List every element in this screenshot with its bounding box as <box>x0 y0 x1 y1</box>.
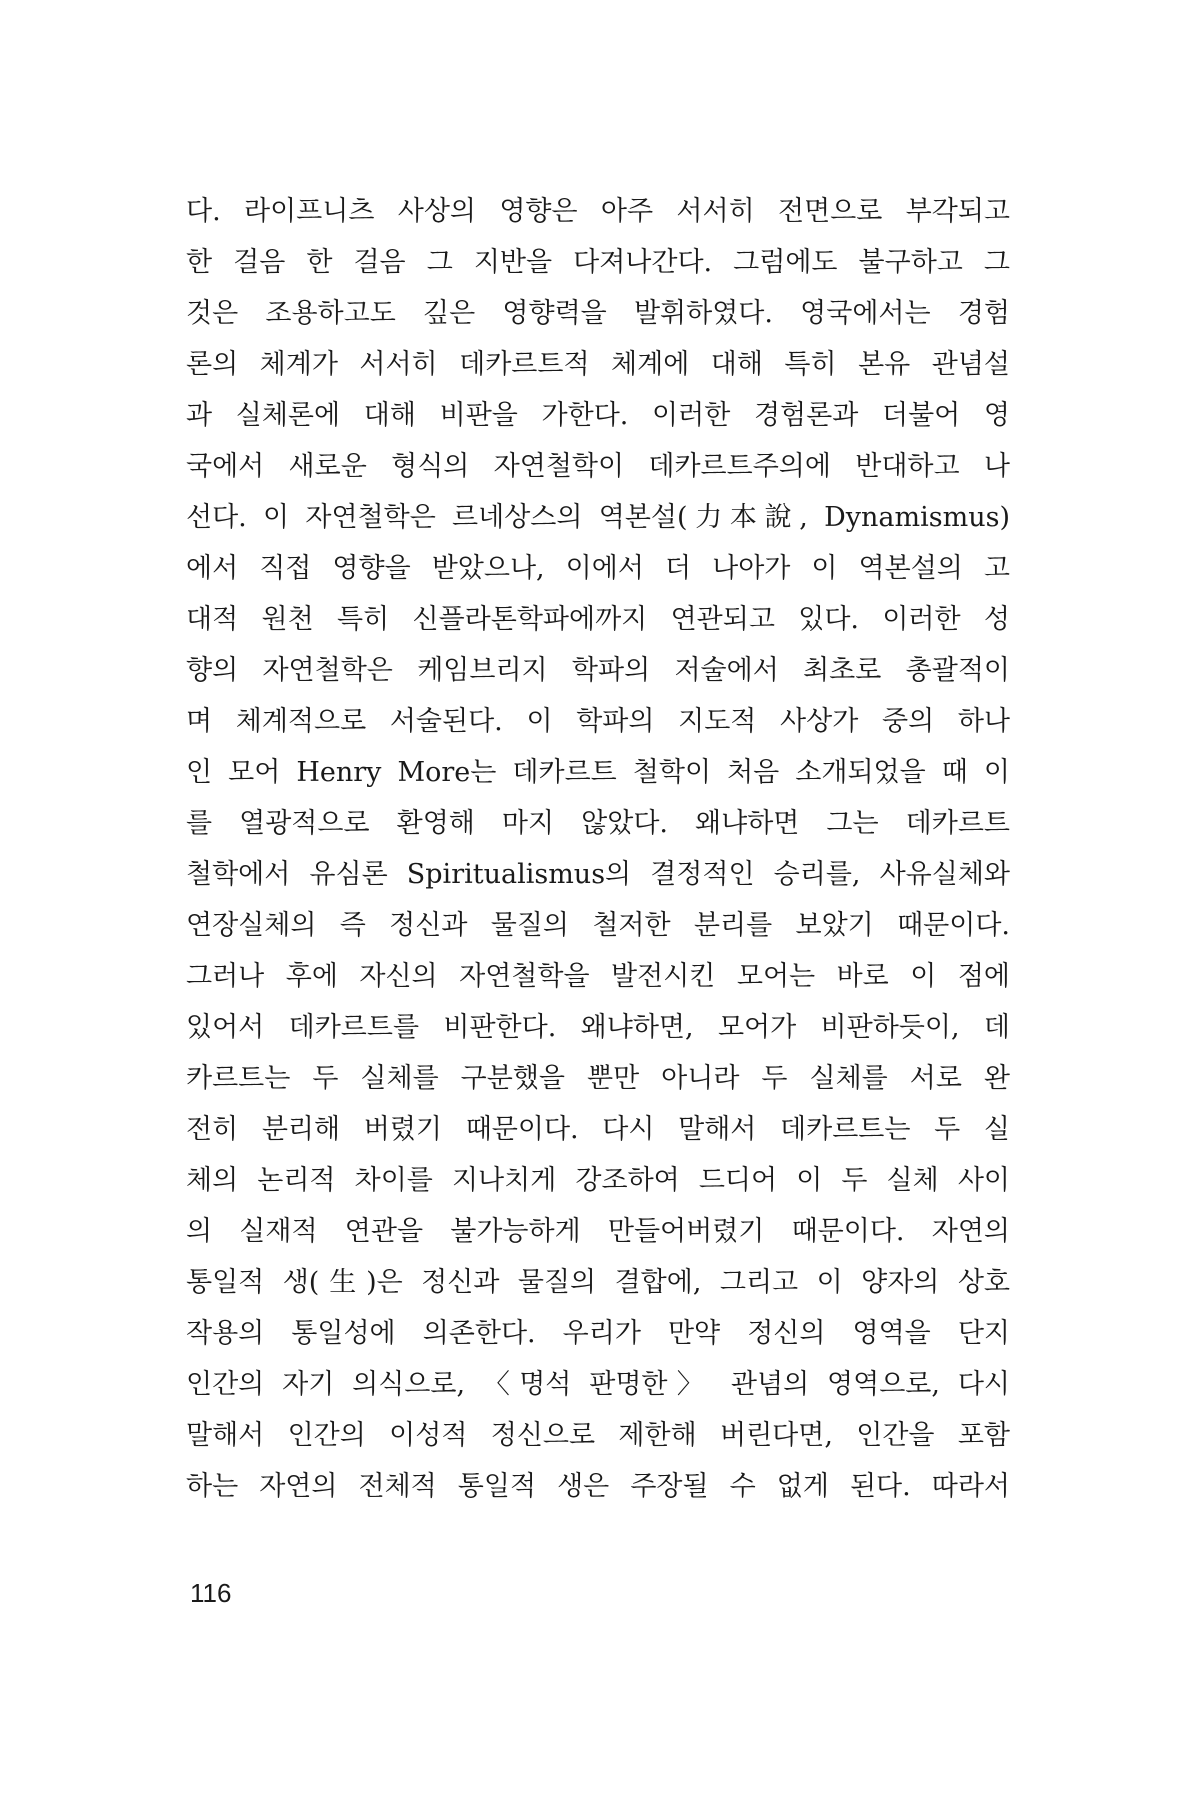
page-number: 116 <box>190 1578 232 1608</box>
text-line: 인 모어 Henry More는 데카르트 철학이 처음 소개되었을 때 이 <box>186 757 1010 788</box>
text-line: 의 실재적 연관을 불가능하게 만들어버렸기 때문이다. 자연의 <box>186 1216 1010 1247</box>
text-line: 론의 체계가 서서히 데카르트적 체계에 대해 특히 본유 관념설 <box>186 349 1010 380</box>
text-line: 있어서 데카르트를 비판한다. 왜냐하면, 모어가 비판하듯이, 데 <box>186 1012 1010 1043</box>
text-line: 것은 조용하고도 깊은 영향력을 발휘하였다. 영국에서는 경험 <box>186 298 1010 329</box>
text-line: 인간의 자기 의식으로, 〈명석 판명한〉 관념의 영역으로, 다시 <box>186 1369 1010 1400</box>
text-line: 한 걸음 한 걸음 그 지반을 다져나간다. 그럼에도 불구하고 그 <box>186 247 1010 278</box>
text-line: 대적 원천 특히 신플라톤학파에까지 연관되고 있다. 이러한 성 <box>186 604 1010 635</box>
text-line: 그러나 후에 자신의 자연철학을 발전시킨 모어는 바로 이 점에 <box>186 961 1010 992</box>
text-line: 작용의 통일성에 의존한다. 우리가 만약 정신의 영역을 단지 <box>186 1318 1010 1349</box>
text-line: 선다. 이 자연철학은 르네상스의 역본설(力本說, Dynamismus) <box>186 502 1010 533</box>
text-line: 통일적 생(生)은 정신과 물질의 결합에, 그리고 이 양자의 상호 <box>186 1267 1010 1298</box>
text-line: 며 체계적으로 서술된다. 이 학파의 지도적 사상가 중의 하나 <box>186 706 1010 737</box>
text-line: 향의 자연철학은 케임브리지 학파의 저술에서 최초로 총괄적이 <box>186 655 1010 686</box>
text-line: 연장실체의 즉 정신과 물질의 철저한 분리를 보았기 때문이다. <box>186 910 1010 941</box>
text-line: 에서 직접 영향을 받았으나, 이에서 더 나아가 이 역본설의 고 <box>186 553 1010 584</box>
text-line: 체의 논리적 차이를 지나치게 강조하여 드디어 이 두 실체 사이 <box>186 1165 1010 1196</box>
text-line: 철학에서 유심론 Spiritualismus의 결정적인 승리를, 사유실체와 <box>186 859 1010 890</box>
text-line: 다. 라이프니츠 사상의 영향은 아주 서서히 전면으로 부각되고 <box>186 196 1010 227</box>
text-line: 전히 분리해 버렸기 때문이다. 다시 말해서 데카르트는 두 실 <box>186 1114 1010 1145</box>
text-line: 를 열광적으로 환영해 마지 않았다. 왜냐하면 그는 데카르트 <box>186 808 1010 839</box>
text-line: 하는 자연의 전체적 통일적 생은 주장될 수 없게 된다. 따라서 <box>186 1471 1010 1502</box>
text-line: 카르트는 두 실체를 구분했을 뿐만 아니라 두 실체를 서로 완 <box>186 1063 1010 1094</box>
text-line: 말해서 인간의 이성적 정신으로 제한해 버린다면, 인간을 포함 <box>186 1420 1010 1451</box>
text-line: 국에서 새로운 형식의 자연철학이 데카르트주의에 반대하고 나 <box>186 451 1010 482</box>
body-text <box>186 186 1010 1512</box>
text-line: 과 실체론에 대해 비판을 가한다. 이러한 경험론과 더불어 영 <box>186 400 1010 431</box>
